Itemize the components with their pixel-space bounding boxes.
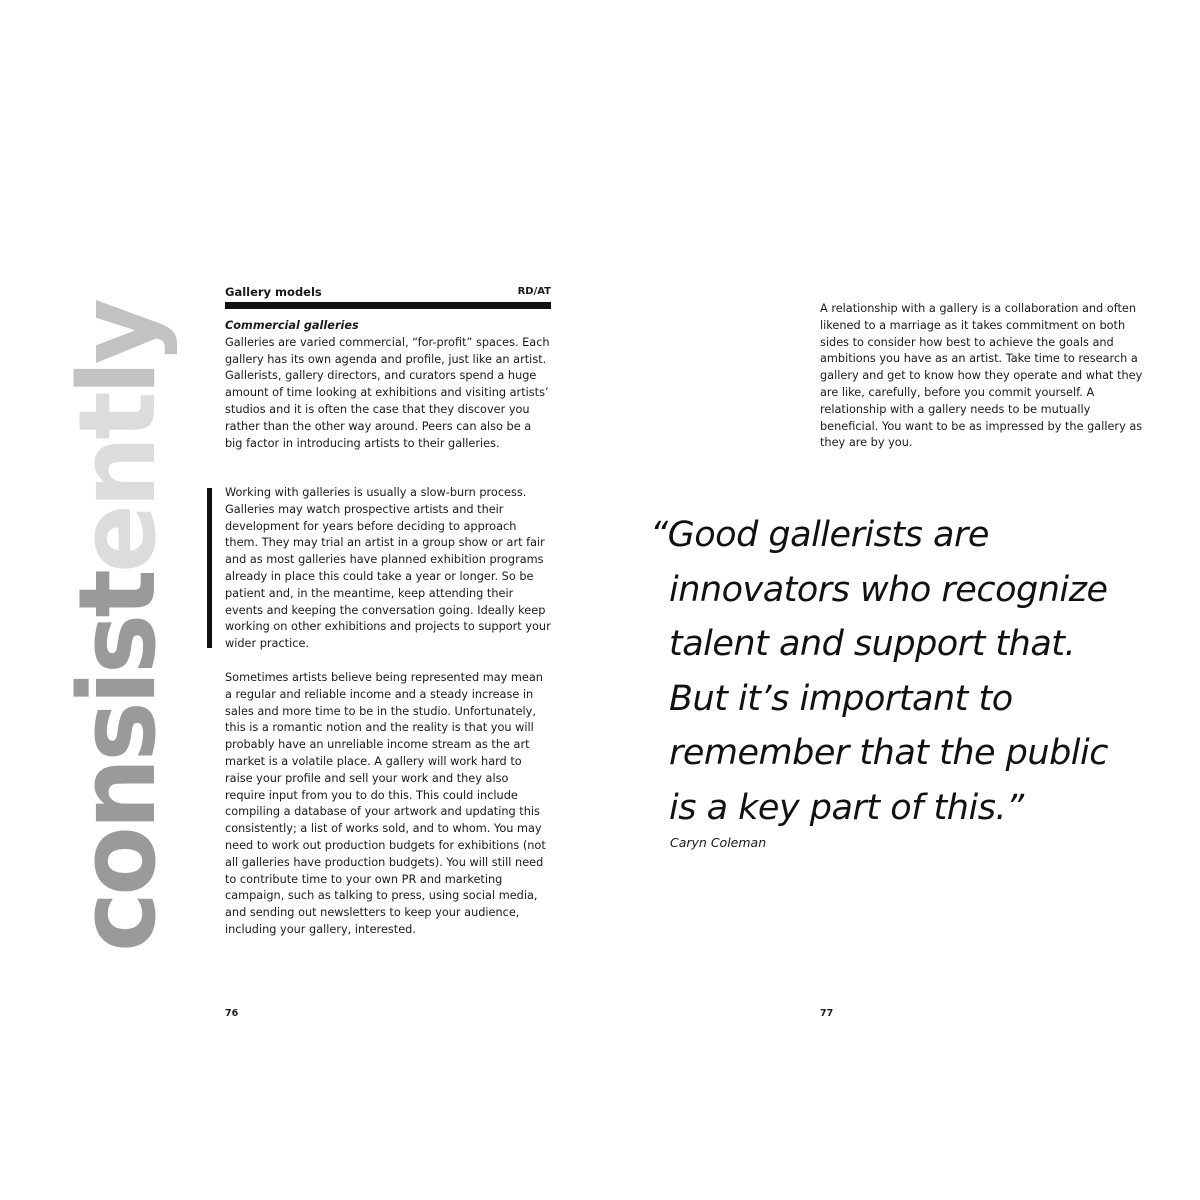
vertical-word-letter: y bbox=[56, 299, 179, 365]
body-block-representation bbox=[225, 670, 551, 939]
vertical-word-graphic bbox=[56, 299, 179, 960]
quote-line-4: But it’s important to bbox=[669, 678, 1013, 719]
vertical-word-letter: i bbox=[56, 672, 179, 706]
quote-line-5: remember that the public bbox=[669, 733, 1108, 773]
section-title: Gallery models bbox=[225, 285, 322, 299]
vertical-word-letter: n bbox=[56, 436, 179, 509]
vertical-word-letter: t bbox=[56, 393, 179, 440]
highlight-side-bar bbox=[207, 488, 212, 648]
quote-line-3: talent and support that. bbox=[669, 624, 1076, 664]
subhead: Commercial galleries bbox=[225, 319, 359, 332]
intro-text-block bbox=[820, 301, 1150, 452]
vertical-word-letter: n bbox=[56, 758, 179, 830]
vertical-word-letter: c bbox=[56, 893, 179, 952]
paragraph-1: Galleries are varied commercial, “for-profit” spaces. Each gallery has its own agenda and profile, just like an artist. Gallerists, gallery directors, and curators spend a huge amount of time looking at exhibitions and visiting artists’ studios and it is often the case that they discover you rather than the other way around. Peers can also be a big factor in introducing artists to their galleries. bbox=[225, 335, 550, 450]
body-block-commercial-galleries bbox=[225, 318, 551, 452]
vertical-word-letter: e bbox=[56, 505, 179, 574]
author-code: RD/AT bbox=[517, 286, 551, 297]
vertical-word-text bbox=[56, 299, 179, 952]
quote-line-1: “Good gallerists are bbox=[650, 515, 989, 555]
header-rule bbox=[225, 302, 551, 309]
quote-line-2: innovators who recognize bbox=[669, 569, 1108, 610]
vertical-word-letter: s bbox=[56, 615, 179, 675]
pull-quote bbox=[650, 508, 1180, 835]
running-head bbox=[225, 285, 551, 303]
intro-paragraph: A relationship with a gallery is a collaboration and often likened to a marriage as it takes commitment on both sides to consider how best to achieve the goals and ambitions you have as an artist. Take time to research a gallery and get to know how they operate and what they are like, carefully, before you commit yourself. A relationship with a gallery needs to be mutually beneficial. You want to be as impressed by the gallery as they are by you. bbox=[820, 302, 1143, 450]
vertical-word-letter: o bbox=[56, 826, 179, 896]
right-page bbox=[600, 0, 1200, 1200]
vertical-word-letter: t bbox=[56, 571, 179, 618]
body-block-slow-burn bbox=[225, 485, 551, 653]
paragraph-3: Sometimes artists believe being represented may mean a regular and reliable income and a steady increase in sales and more time to be in the studio. Unfortunately, this is a romantic notion and the reality is that you will probably have an unreliable income stream as the art market is a volatile place. A gallery will work hard to raise your profile and sell your work and they also require input from you to do this. This could include compiling a database of your artwork and updating this consistently; a list of works sold, and to whom. You may need to work out production budgets for exhibitions (not all galleries have production budgets). You will still need to contribute time to your own PR and marketing campaign, such as talking to press, using social media, and sending out newsletters to keep your audience, including your gallery, interested. bbox=[225, 671, 546, 936]
vertical-word-letter: l bbox=[56, 362, 179, 396]
page-number-left: 76 bbox=[225, 1008, 239, 1019]
vertical-word-letter: s bbox=[56, 702, 179, 762]
vertical-word-consistently bbox=[56, 299, 179, 960]
page-number-right: 77 bbox=[820, 1008, 834, 1019]
quote-attribution: Caryn Coleman bbox=[670, 835, 767, 850]
paragraph-2: Working with galleries is usually a slow-burn process. Galleries may watch prospective artists and their development for years before deciding to approach them. They may trial an artist in a group show or art fair and as most galleries have planned exhibition programs already in place this could take a year or longer. So be patient and, in the meantime, keep attending their events and keeping the conversation going. Ideally keep working on other exhibitions and projects to support your wider practice. bbox=[225, 486, 551, 651]
quote-line-6: is a key part of this.” bbox=[669, 787, 1024, 828]
